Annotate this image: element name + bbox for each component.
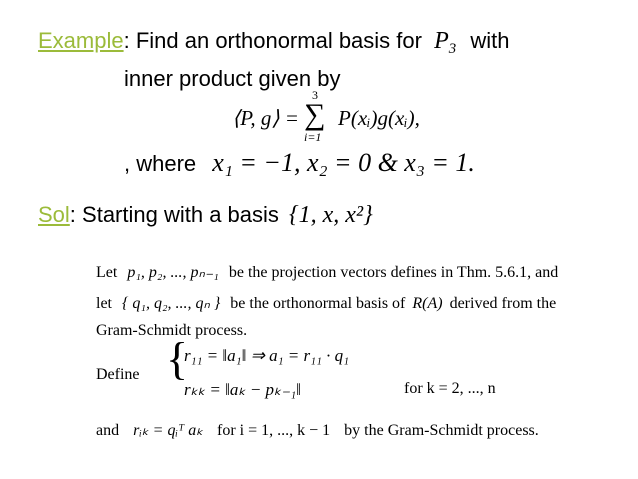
- define-label: Define: [96, 366, 140, 383]
- example-line2: inner product given by: [124, 66, 341, 91]
- body-line1-pre: Let: [96, 264, 118, 281]
- sol-label: Sol: [38, 202, 70, 227]
- sol-text: Starting with a basis: [82, 202, 279, 227]
- body-line2-post: derived from the: [449, 295, 557, 312]
- define-row2-cond: for k = 2, ..., n: [404, 380, 496, 397]
- sum-bottom: i=1: [304, 130, 322, 144]
- last-post: by the Gram-Schmidt process.: [344, 422, 539, 439]
- body-line1-post: be the projection vectors defines in Thm. 5.6.1, and: [228, 264, 559, 281]
- where-label: , where: [124, 151, 197, 176]
- last-condition: for i = 1, ..., k − 1: [217, 422, 331, 439]
- last-formula: rᵢₖ = qᵢᵀ aₖ: [133, 422, 203, 439]
- sum-symbol: ∑: [304, 98, 326, 131]
- body-line3: Gram-Schmidt process.: [96, 322, 248, 339]
- space-variable: $P_3$: [434, 28, 457, 58]
- where-line: [124, 148, 475, 178]
- define-row1: r₁₁ = ‖a₁‖ ⇒ a₁ = r₁₁ · q₁: [184, 346, 350, 365]
- body-last-line: [96, 420, 539, 440]
- example-label: Example: [38, 28, 124, 53]
- body-line2: [96, 293, 556, 313]
- last-pre: and: [96, 422, 120, 439]
- define-row2: rₖₖ = ‖aₖ − pₖ₋₁‖: [184, 380, 301, 399]
- example-sep: :: [123, 28, 136, 53]
- example-line: [38, 28, 510, 58]
- where-formula: x₁ = −1, x₂ = 0 & x₃ = 1.: [212, 148, 475, 177]
- body-line2-pre: let: [96, 295, 112, 312]
- projection-vectors: p₁, p₂, ..., pₙ₋₁: [127, 264, 219, 281]
- orthonormal-vectors: { q₁, q₂, ..., qₙ }: [122, 295, 221, 312]
- sum-top: 3: [312, 88, 318, 102]
- sol-basis: {1, x, x²}: [289, 202, 373, 228]
- column-space: R(A): [412, 295, 443, 312]
- formula-rhs: P(xᵢ)g(xᵢ),: [338, 106, 420, 130]
- define-brace: {: [166, 333, 189, 384]
- body-line2-mid: be the orthonormal basis of: [230, 295, 406, 312]
- body-line1: [96, 262, 558, 282]
- example-text: Find an orthonormal basis for: [135, 28, 422, 53]
- sol-line: [38, 202, 373, 229]
- example-text-with: with: [470, 28, 510, 53]
- formula-lhs: ⟨P, g⟩ =: [232, 106, 299, 130]
- sol-sep: :: [69, 202, 83, 227]
